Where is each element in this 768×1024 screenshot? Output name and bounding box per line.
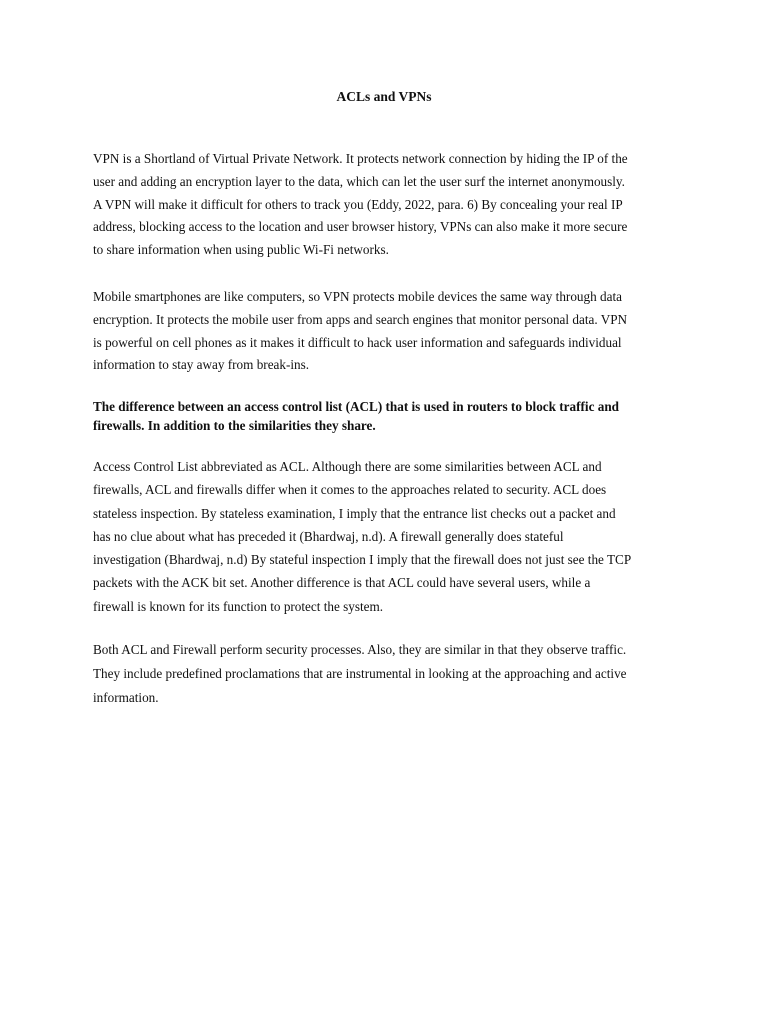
text-line: user and adding an encryption layer to the data, which can let the user surf the internet anonymously.: [93, 173, 625, 189]
text-line: encryption. It protects the mobile user from apps and search engines that monitor personal data. VPN: [93, 311, 628, 327]
text-line: packets with the ACK bit set. Another difference is that ACL could have several users, while a: [93, 575, 591, 591]
text-line: is powerful on cell phones as it makes it difficult to hack user information and safeguards individual: [93, 334, 622, 350]
heading-line: The difference between an access control list (ACL) that is used in routers to block traffic and: [93, 399, 619, 414]
text-line: address, blocking access to the location and user browser history, VPNs can also make it more secure: [93, 219, 628, 235]
text-line: information to stay away from break-ins.: [93, 357, 310, 373]
document-title: ACLs and VPNs: [336, 89, 432, 104]
text-line: Mobile smartphones are like computers, so VPN protects mobile devices the same way through data: [93, 289, 622, 304]
paragraph-acl-similarities: [93, 638, 677, 710]
text-line: firewall is known for its function to protect the system.: [93, 598, 384, 614]
text-line: A VPN will make it difficult for others to track you (Eddy, 2022, para. 6) By concealing your real IP: [93, 196, 623, 212]
paragraph-mobile-vpn: [93, 286, 677, 377]
text-line: investigation (Bhardwaj, n.d) By stateful inspection I imply that the firewall does not just see the TCP: [93, 552, 632, 568]
text-line: has no clue about what has preceded it (Bhardwaj, n.d). A firewall generally does stateful: [93, 528, 564, 544]
text-line: Both ACL and Firewall perform security processes. Also, they are similar in that they observe traffic.: [93, 642, 627, 657]
paragraph-acl-differences: [93, 455, 677, 618]
heading-line: firewalls. In addition to the similarities they share.: [93, 417, 376, 433]
text-line: VPN is a Shortland of Virtual Private Network. It protects network connection by hiding the IP of the: [93, 151, 628, 166]
text-line: stateless inspection. By stateless examination, I imply that the entrance list checks out a packet and: [93, 505, 616, 521]
section-heading-acl-vs-firewall: [93, 398, 677, 435]
text-line: They include predefined proclamations that are instrumental in looking at the approaching and active: [93, 666, 627, 681]
text-line: firewalls, ACL and firewalls differ when it comes to the approaches related to security. ACL does: [93, 482, 607, 498]
paragraph-vpn-definition: [93, 148, 677, 262]
text-line: information.: [93, 690, 159, 705]
text-line: to share information when using public Wi-Fi networks.: [93, 242, 389, 258]
text-line: Access Control List abbreviated as ACL. Although there are some similarities between ACL and: [93, 459, 602, 474]
